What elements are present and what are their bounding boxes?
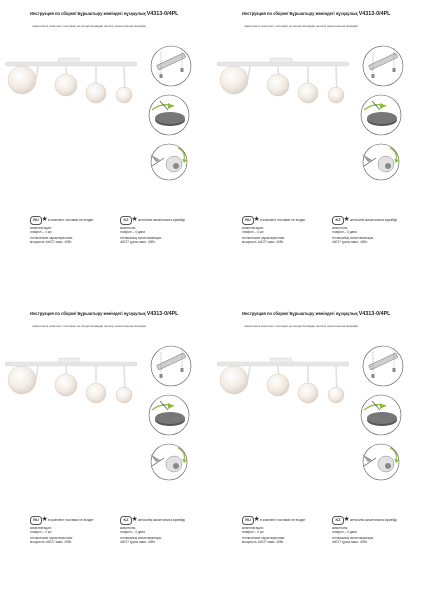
- kz-contents-value: плафон – 4 дана: [120, 230, 145, 235]
- title-prefix: Инструкция по сборке/ Бұрыштыру жөніндегі нұсқаулық: [30, 311, 146, 316]
- star-icon: ★: [131, 216, 138, 223]
- assembly-steps: [350, 338, 420, 488]
- badge-kz: KZ: [332, 216, 344, 225]
- info-block: [30, 216, 208, 266]
- ru-specs-label: технические характеристики:: [30, 536, 74, 540]
- assembly-steps: [350, 38, 420, 188]
- mounting-bar-icon: [363, 46, 403, 86]
- info-block: [30, 516, 208, 566]
- bulb-install-icon: [150, 444, 187, 480]
- kz-specs-value: 4xE27 қуаты макс. 40Вт.: [332, 240, 368, 245]
- ceiling-plate-icon: [361, 95, 401, 135]
- model-number: V4313-0/4PL: [358, 11, 391, 17]
- assembly-steps: [138, 338, 208, 488]
- lamp-shades: [220, 66, 344, 103]
- ru-specs: [30, 536, 73, 544]
- ru-contents-value: плафон – 4 шт.: [30, 530, 53, 535]
- ceiling-plate-icon: [149, 95, 189, 135]
- kz-specs: [120, 536, 162, 544]
- lamp-arms: [248, 366, 337, 393]
- kz-contents-value: плафон – 4 дана: [332, 230, 357, 235]
- mounting-bar-icon: [363, 346, 403, 386]
- badge-ru: RU: [242, 516, 254, 525]
- kz-contents-value: плафон – 4 дана: [120, 530, 145, 535]
- sheet-title: [30, 311, 178, 317]
- star-icon: ★: [343, 216, 350, 223]
- ru-note: в комплект поставки не входит: [48, 517, 94, 522]
- lamp-arms: [248, 66, 337, 93]
- ru-contents-label: комплектация:: [30, 226, 52, 230]
- lamp-illustration: [212, 45, 362, 125]
- sheet-subtitle: лампочки в комплект поставки не входит/шамдар жеткізу жиынтығына кірмейді: [32, 324, 146, 328]
- lamp-arms: [36, 366, 125, 393]
- ceiling-plate-icon: [149, 395, 189, 435]
- ru-contents-label: комплектация:: [30, 526, 52, 530]
- bulb-install-icon: [150, 144, 187, 180]
- ru-contents-label: комплектация:: [242, 226, 264, 230]
- ru-contents-value: плафон – 4 шт.: [242, 230, 265, 235]
- kz-note: жеткізілім жиынтығына кірмейді: [138, 217, 185, 222]
- ru-specs-value: мощность 4xE27 макс. 40Вт.: [30, 240, 72, 245]
- lamp-shades: [8, 66, 132, 103]
- ru-specs: [242, 236, 285, 244]
- bulb-install-icon: [362, 444, 399, 480]
- lamp-illustration: [0, 45, 150, 125]
- kz-specs-value: 4xE27 қуаты макс. 40Вт.: [120, 240, 156, 245]
- kz-note: жеткізілім жиынтығына кірмейді: [138, 517, 185, 522]
- sheet-subtitle: лампочки в комплект поставки не входит/шамдар жеткізу жиынтығына кірмейді: [244, 24, 358, 28]
- ru-specs-value: мощность 4xE27 макс. 40Вт.: [30, 540, 72, 545]
- kz-contents-label: жиынтығы:: [332, 226, 349, 230]
- instruction-sheet: [0, 0, 212, 300]
- lamp-illustration: [212, 345, 362, 425]
- kz-contents-label: жиынтығы:: [120, 226, 137, 230]
- lamp-canopy: [270, 358, 292, 363]
- mounting-bar-icon: [151, 346, 191, 386]
- lamp-canopy: [58, 358, 80, 363]
- model-number: V4313-0/4PL: [358, 311, 391, 317]
- instruction-sheet: [212, 300, 424, 600]
- info-block: [242, 516, 420, 566]
- lamp-canopy: [270, 58, 292, 63]
- kz-note: жеткізілім жиынтығына кірмейді: [350, 217, 397, 222]
- kz-specs: [120, 236, 162, 244]
- kz-specs-label: техникалық сипаттамалары:: [332, 236, 374, 240]
- instruction-sheet: [212, 0, 424, 300]
- ru-contents-label: комплектация:: [242, 526, 264, 530]
- kz-specs: [332, 236, 374, 244]
- title-prefix: Инструкция по сборке/ Бұрыштыру жөніндегі нұсқаулық: [30, 11, 146, 16]
- lamp-shades: [220, 366, 344, 403]
- ru-contents: [30, 526, 52, 534]
- kz-contents: [120, 226, 145, 234]
- ru-specs: [242, 536, 285, 544]
- ru-note: в комплект поставки не входит: [260, 217, 306, 222]
- lamp-illustration: [0, 345, 150, 425]
- star-icon: ★: [41, 216, 48, 223]
- ru-contents-value: плафон – 4 шт.: [30, 230, 53, 235]
- kz-contents: [332, 526, 357, 534]
- ru-specs-value: мощность 4xE27 макс. 40Вт.: [242, 240, 284, 245]
- sheet-subtitle: лампочки в комплект поставки не входит/шамдар жеткізу жиынтығына кірмейді: [32, 24, 146, 28]
- ru-contents-value: плафон – 4 шт.: [242, 530, 265, 535]
- title-prefix: Инструкция по сборке/ Бұрыштыру жөніндегі нұсқаулық: [242, 311, 358, 316]
- badge-kz: KZ: [120, 216, 132, 225]
- star-icon: ★: [131, 516, 138, 523]
- kz-specs-value: 4xE27 қуаты макс. 40Вт.: [120, 540, 156, 545]
- sheet-title: [242, 11, 390, 17]
- ru-specs-label: технические характеристики:: [30, 236, 74, 240]
- kz-contents: [332, 226, 357, 234]
- assembly-steps: [138, 38, 208, 188]
- ru-specs: [30, 236, 73, 244]
- sheet-subtitle: лампочки в комплект поставки не входит/шамдар жеткізу жиынтығына кірмейді: [244, 324, 358, 328]
- sheet-title: [30, 11, 178, 17]
- kz-note: жеткізілім жиынтығына кірмейді: [350, 517, 397, 522]
- sheet-title: [242, 311, 390, 317]
- ru-contents: [242, 526, 264, 534]
- kz-contents-label: жиынтығы:: [120, 526, 137, 530]
- mounting-bar-icon: [151, 46, 191, 86]
- ru-specs-label: технические характеристики:: [242, 236, 286, 240]
- bulb-install-icon: [362, 144, 399, 180]
- badge-kz: KZ: [120, 516, 132, 525]
- kz-specs-label: техникалық сипаттамалары:: [332, 536, 374, 540]
- kz-contents-label: жиынтығы:: [332, 526, 349, 530]
- kz-specs-value: 4xE27 қуаты макс. 40Вт.: [332, 540, 368, 545]
- model-number: V4313-0/4PL: [146, 311, 179, 317]
- ceiling-plate-icon: [361, 395, 401, 435]
- badge-ru: RU: [242, 216, 254, 225]
- ru-specs-label: технические характеристики:: [242, 536, 286, 540]
- kz-contents-value: плафон – 4 дана: [332, 530, 357, 535]
- badge-ru: RU: [30, 516, 42, 525]
- kz-specs: [332, 536, 374, 544]
- ru-contents: [242, 226, 264, 234]
- lamp-arms: [36, 66, 125, 93]
- star-icon: ★: [41, 516, 48, 523]
- star-icon: ★: [253, 216, 260, 223]
- star-icon: ★: [253, 516, 260, 523]
- model-number: V4313-0/4PL: [146, 11, 179, 17]
- lamp-canopy: [58, 58, 80, 63]
- ru-specs-value: мощность 4xE27 макс. 40Вт.: [242, 540, 284, 545]
- instruction-sheet: [0, 300, 212, 600]
- title-prefix: Инструкция по сборке/ Бұрыштыру жөніндегі нұсқаулық: [242, 11, 358, 16]
- kz-specs-label: техникалық сипаттамалары:: [120, 236, 162, 240]
- badge-kz: KZ: [332, 516, 344, 525]
- badge-ru: RU: [30, 216, 42, 225]
- kz-specs-label: техникалық сипаттамалары:: [120, 536, 162, 540]
- lamp-shades: [8, 366, 132, 403]
- ru-contents: [30, 226, 52, 234]
- kz-contents: [120, 526, 145, 534]
- info-block: [242, 216, 420, 266]
- star-icon: ★: [343, 516, 350, 523]
- ru-note: в комплект поставки не входит: [260, 517, 306, 522]
- ru-note: в комплект поставки не входит: [48, 217, 94, 222]
